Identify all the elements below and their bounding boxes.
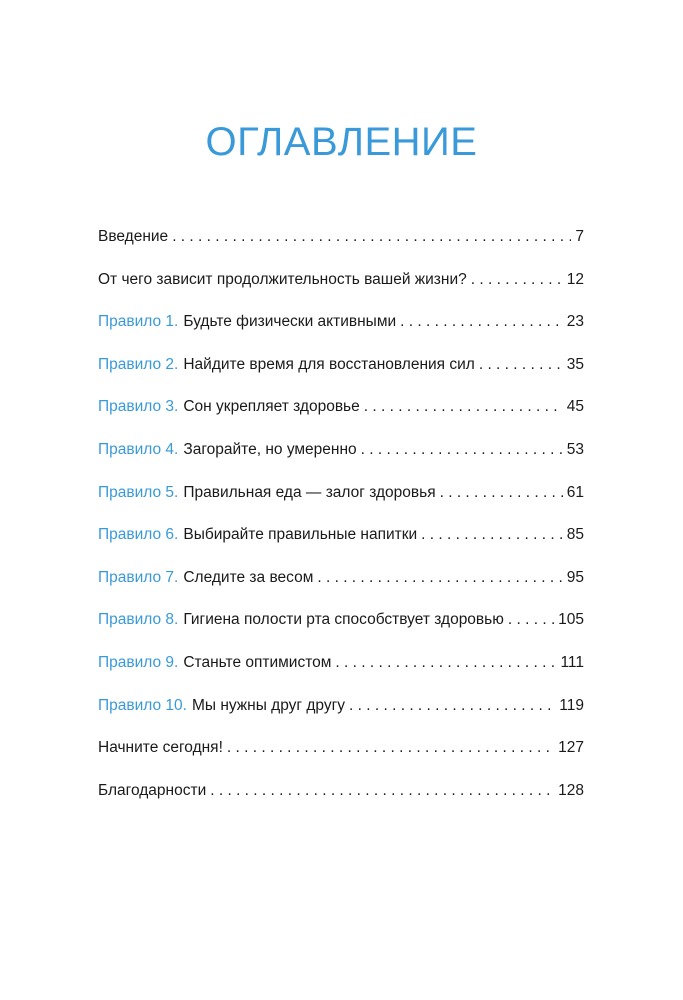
dot-leader — [479, 354, 563, 376]
toc-page-number: 23 — [566, 313, 584, 331]
toc-entry-title: От чего зависит продолжительность вашей жизни? — [98, 270, 467, 288]
toc-page-number: 61 — [566, 483, 584, 501]
toc-entry-title: Выбирайте правильные напитки — [183, 526, 418, 544]
toc-entry-title: Гигиена полости рта способствует здоровью — [183, 611, 504, 629]
toc-entry-rule-10[interactable] — [98, 695, 584, 738]
rule-label: Правило 1. — [98, 313, 179, 331]
toc-entry-rule-6[interactable] — [98, 524, 584, 567]
toc-entry-title: Введение — [98, 228, 169, 245]
toc-entry-introduction[interactable] — [98, 226, 584, 269]
rule-label: Правило 7. — [98, 568, 179, 586]
page-title: ОГЛАВЛЕНИЕ — [205, 120, 478, 164]
dot-leader — [349, 695, 555, 717]
dot-leader — [172, 226, 571, 248]
rule-label: Правило 4. — [98, 440, 179, 458]
toc-page-number: 12 — [566, 270, 584, 288]
toc-entry-rule-3[interactable] — [98, 396, 584, 439]
toc-page-number: 85 — [566, 526, 584, 544]
toc-entry-rule-9[interactable] — [98, 652, 584, 695]
toc-entry-start-today[interactable] — [98, 737, 584, 780]
toc-entry-rule-8[interactable] — [98, 609, 584, 652]
rule-label: Правило 2. — [98, 355, 179, 373]
toc-page-number: 35 — [566, 355, 584, 373]
toc-entry-rule-1[interactable] — [98, 311, 584, 354]
toc-page-number: 111 — [560, 653, 584, 671]
dot-leader — [335, 652, 556, 674]
toc-page-number: 53 — [566, 440, 584, 458]
toc-entry-title: Найдите время для восстановления сил — [183, 355, 475, 373]
toc-page-number: 45 — [566, 398, 584, 416]
toc-entry-life-expectancy[interactable] — [98, 269, 584, 312]
toc-entry-rule-7[interactable] — [98, 567, 584, 610]
toc-entry-title: Благодарности — [98, 781, 207, 799]
table-of-contents — [98, 226, 584, 822]
dot-leader — [508, 609, 554, 631]
toc-page-number: 119 — [559, 696, 584, 714]
toc-page-number: 105 — [558, 611, 584, 629]
rule-label: Правило 10. — [98, 696, 187, 714]
toc-entry-title: Станьте оптимистом — [183, 653, 332, 671]
toc-entry-title: Начните сегодня! — [98, 739, 223, 757]
toc-entry-title: Мы нужны друг другу — [191, 696, 346, 714]
toc-entry-title: Загорайте, но умеренно — [183, 440, 357, 458]
dot-leader — [227, 737, 554, 759]
toc-entry-title: Правильная еда — залог здоровья — [183, 483, 436, 501]
dot-leader — [361, 439, 563, 461]
toc-entry-title: Следите за весом — [183, 568, 314, 586]
dot-leader — [317, 567, 562, 589]
rule-label: Правило 9. — [98, 653, 179, 671]
dot-leader — [400, 311, 563, 333]
rule-label: Правило 5. — [98, 483, 179, 501]
dot-leader — [440, 482, 563, 504]
dot-leader — [364, 396, 563, 418]
toc-entry-rule-5[interactable] — [98, 482, 584, 525]
toc-entry-acknowledgements[interactable] — [98, 780, 584, 823]
dot-leader — [471, 269, 563, 291]
dot-leader — [210, 780, 554, 802]
toc-entry-rule-4[interactable] — [98, 439, 584, 482]
toc-page-number: 127 — [558, 739, 584, 757]
toc-page-number: 7 — [575, 228, 584, 245]
toc-page-number: 128 — [558, 781, 584, 799]
dot-leader — [421, 524, 563, 546]
rule-label: Правило 3. — [98, 398, 179, 416]
rule-label: Правило 6. — [98, 526, 179, 544]
toc-entry-title: Будьте физически активными — [183, 313, 397, 331]
rule-label: Правило 8. — [98, 611, 179, 629]
toc-page-number: 95 — [566, 568, 584, 586]
toc-entry-rule-2[interactable] — [98, 354, 584, 397]
toc-entry-title: Сон укрепляет здоровье — [183, 398, 360, 416]
